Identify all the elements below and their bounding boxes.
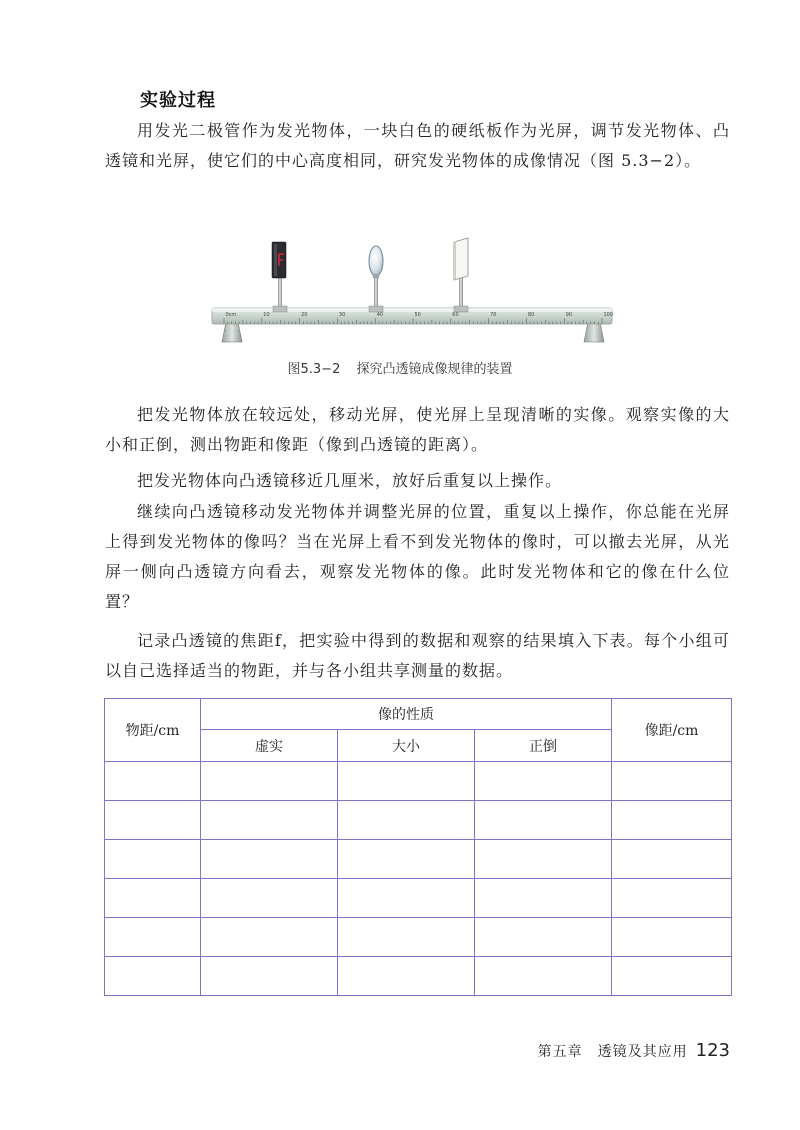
table-cell (338, 957, 475, 996)
section-title: 实验过程 (140, 90, 216, 111)
ruler-tick-label: 30 (338, 312, 346, 318)
table-cell (105, 879, 201, 918)
bench-leg-left (222, 322, 242, 342)
ruler-tick-label: 70 (490, 312, 497, 318)
table-cell (475, 918, 612, 957)
table-cell (612, 840, 732, 879)
table-cell (201, 918, 338, 957)
table-cell (201, 762, 338, 801)
table-cell (612, 918, 732, 957)
table-cell (201, 840, 338, 879)
page-footer (538, 1040, 730, 1061)
ruler-tick-label: 10 (263, 312, 270, 318)
table-cell (201, 957, 338, 996)
table-cell (612, 879, 732, 918)
convex-lens (369, 246, 383, 276)
paragraph-step-3: 继续向凸透镜移动发光物体并调整光屏的位置，重复以上操作，你总能在光屏上得到发光物体的像吗？当在光屏上看不到发光物体的像时，可以撤去光屏，从光屏一侧向凸透镜方向看去，观察发光物体的像。此时发光物体和它的像在什么位置？ (105, 502, 730, 611)
source-base (273, 306, 287, 312)
screen-pole (459, 278, 463, 310)
table-cell (338, 801, 475, 840)
ruler-tick-label: 80 (527, 312, 535, 318)
lens-base (369, 306, 383, 312)
paragraph-record: 记录凸透镜的焦距f，把实验中得到的数据和观察的结果填入下表。每个小组可以自己选择适当的物距，并与各小组共享测量的数据。 (105, 631, 730, 680)
ruler-tick-label: 90 (565, 312, 573, 318)
ruler-tick-label: 40 (376, 312, 384, 318)
table-cell (201, 801, 338, 840)
table-cell (338, 918, 475, 957)
paragraph-step-1: 把发光物体放在较远处，移动光屏，使光屏上呈现清晰的实像。观察实像的大小和正倒，测出物距和像距（像到凸透镜的距离）。 (105, 405, 730, 454)
paragraph-step-2: 把发光物体向凸透镜移近几厘米，放好后重复以上操作。 (137, 471, 563, 490)
table-cell (105, 918, 201, 957)
table-row (105, 879, 732, 918)
ruler-tick-label: 50 (414, 312, 421, 318)
table-cell (475, 957, 612, 996)
table-cell (475, 762, 612, 801)
table-cell (612, 801, 732, 840)
figure-caption-text: 探究凸透镜成像规律的装置 (356, 362, 513, 377)
table-cell (612, 762, 732, 801)
ruler-tick-label: 20 (301, 312, 308, 318)
ruler-tick-label: 100 (603, 312, 614, 318)
paragraph-setup: 用发光二极管作为发光物体，一块白色的硬纸板作为光屏，调节发光物体、凸透镜和光屏，使它们的中心高度相同，研究发光物体的成像情况（图 5.3−2）。 (105, 121, 730, 170)
table-row (105, 957, 732, 996)
screen-base (454, 306, 468, 312)
optical-bench-figure (210, 236, 615, 346)
table-cell (475, 840, 612, 879)
table-row (105, 918, 732, 957)
table-cell (105, 957, 201, 996)
source-pole (278, 278, 282, 310)
table-cell (612, 957, 732, 996)
figure-caption (0, 358, 800, 377)
table-cell (338, 762, 475, 801)
table-cell (475, 801, 612, 840)
table-row (105, 840, 732, 879)
page-number: 123 (695, 1040, 730, 1061)
header-image-nature: 像的性质 (201, 699, 612, 730)
ruler-tick-label: 0cm (225, 312, 237, 318)
lens-pole (374, 276, 378, 310)
table-cell (338, 879, 475, 918)
figure-label: 图5.3−2 (287, 362, 341, 377)
header-orientation: 正倒 (475, 730, 612, 762)
table-cell (105, 840, 201, 879)
header-size: 大小 (338, 730, 475, 762)
header-virtual-real: 虚实 (201, 730, 338, 762)
table-cell (105, 801, 201, 840)
bench-leg-right (584, 322, 604, 342)
chapter-title: 第五章 透镜及其应用 (537, 1044, 688, 1060)
table-cell (105, 762, 201, 801)
table-row (105, 801, 732, 840)
light-screen (454, 238, 468, 280)
header-object-distance: 物距/cm (105, 699, 201, 762)
results-table (104, 698, 732, 996)
header-image-distance: 像距/cm (612, 699, 732, 762)
table-row (105, 762, 732, 801)
table-cell (201, 879, 338, 918)
table-cell (475, 879, 612, 918)
table-cell (338, 840, 475, 879)
ruler-tick-label: 60 (452, 312, 459, 318)
